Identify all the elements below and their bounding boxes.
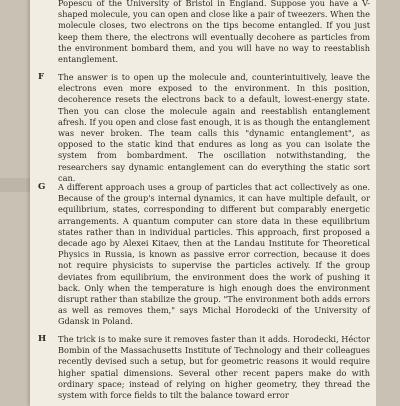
paragraph-text: A different approach uses a group of particles that act collectively as one. Because of the group's internal dynamics, it can have multiple default, or equilibrium, states, corresponding to different but comparably energetic arrangements. A quantum computer can store data in these equilibrium states rather than in individual particles. This approach, first proposed a decade ago by Alexei Kitaev, then at the Landau Institute for Theoretical Physics in Russia, is known as passive error correction, because it does not require physicists to supervise the particles actively. If the group deviates from equilibrium, the environment does the work of pushing it back. Only when the temperature is high enough does the environment disrupt rather than stabilize the group. "The environment both adds errors as well as removes them," says Michal Horodecki of the University of Gdansk in Poland. bbox=[58, 182, 370, 327]
paragraph-h bbox=[38, 334, 370, 401]
paragraph-text: Popescu of the University of Bristol in England. Suppose you have a V-shaped molecule, you can open and close like a pair of tweezers. When the molecule closes, two electrons on the tips become entangled. If you just keep them there, the electrons will eventually decohere as particles from the environment bombard them, and you will have no way to reestablish entanglement. bbox=[58, 0, 370, 65]
paragraph-g bbox=[38, 182, 370, 328]
paragraph-f bbox=[38, 72, 370, 184]
paragraph-letter: F bbox=[38, 72, 45, 82]
paragraph-letter: G bbox=[38, 182, 46, 192]
facing-page-edge bbox=[0, 178, 30, 192]
paragraph-letter: H bbox=[38, 334, 47, 344]
document-page bbox=[30, 0, 376, 406]
paragraph-text: The answer is to open up the molecule and, counterintuitively, leave the electrons even more exposed to the environment. In this position, decoherence resets the electrons back to a default, lowest-energy state. Then you can close the molecule again and reestablish entanglement afresh. If you open and close fast enough, it is as though the entanglement was never broken. The team calls this "dynamic entanglement", as opposed to the static kind that endures as long as you can isolate the system from bombardment. The oscillation notwithstanding, the researchers say dynamic entanglement can do everything the static sort can. bbox=[58, 72, 370, 183]
paragraph-e-continuation bbox=[38, 0, 370, 65]
paragraph-text: The trick is to make sure it removes faster than it adds. Horodecki, Héctor Bombin of the Massachusetts Institute of Technology and their colleagues recently devised such a setup, but for geometric reasons it would require higher spatial dimensions. Several other recent papers make do with ordinary space; instead of relying on higher geometry, they thread the system with force fields to tilt the balance toward error bbox=[58, 334, 370, 401]
